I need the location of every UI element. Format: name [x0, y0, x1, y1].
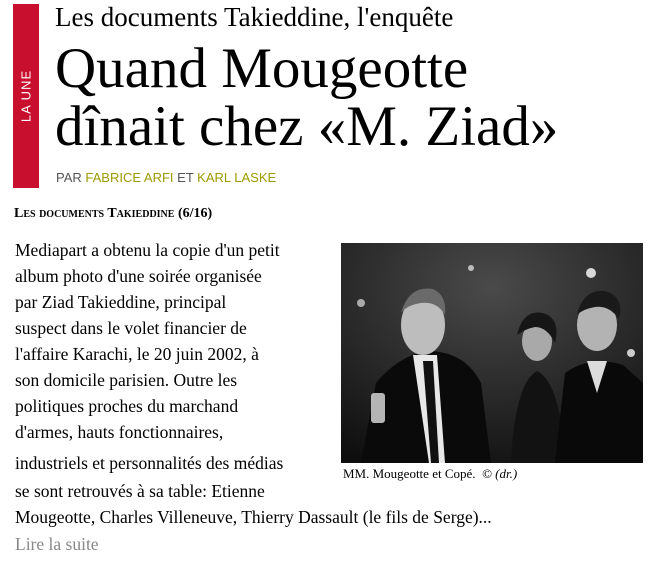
body-line-1: Mediapart a obtenu la copie d'un petit	[15, 240, 280, 260]
section-label-bar	[13, 4, 39, 188]
body-line-4: suspect dans le volet financier de	[15, 318, 247, 338]
body-line-11: Mougeotte, Charles Villeneuve, Thierry Dassault (le fils de Serge)...	[15, 507, 492, 527]
kicker: Les documents Takieddine, l'enquête	[55, 2, 454, 32]
byline-prefix: PAR	[56, 170, 82, 185]
photo-caption	[343, 466, 517, 482]
body-line-2: album photo d'une soirée organisée	[15, 266, 262, 286]
headline-line-1[interactable]: Quand Mougeotte	[55, 37, 469, 100]
byline-conjunction: ET	[177, 170, 194, 185]
section-label: LA UNE	[18, 69, 34, 123]
body-line-7: politiques proches du marchand	[15, 396, 239, 416]
body-line-10: se sont retrouvés à sa table: Etienne	[15, 481, 265, 501]
body-line-3: par Ziad Takieddine, principal	[15, 292, 227, 312]
photo-caption-text: MM. Mougeotte et Copé.	[343, 466, 476, 481]
body-line-5: l'affaire Karachi, le 20 juin 2002, à	[15, 344, 259, 364]
series-title: Les documents Takieddine (6/16)	[14, 206, 213, 221]
photo-illustration	[341, 243, 643, 463]
byline	[56, 170, 276, 185]
author-link-1[interactable]: FABRICE ARFI	[85, 170, 174, 185]
body-line-8: d'armes, hauts fonctionnaires,	[15, 422, 224, 442]
author-link-2[interactable]: KARL LASKE	[197, 170, 277, 185]
photo-credit: © (dr.)	[482, 466, 518, 481]
body-line-9: industriels et personnalités des médias	[15, 453, 284, 473]
body-line-6: son domicile parisien. Outre les	[15, 370, 238, 390]
article-photo[interactable]	[341, 243, 643, 463]
headline[interactable]	[55, 37, 559, 158]
headline-line-2[interactable]: dînait chez «M. Ziad»	[55, 95, 559, 158]
read-more-link[interactable]: Lire la suite	[15, 534, 99, 554]
